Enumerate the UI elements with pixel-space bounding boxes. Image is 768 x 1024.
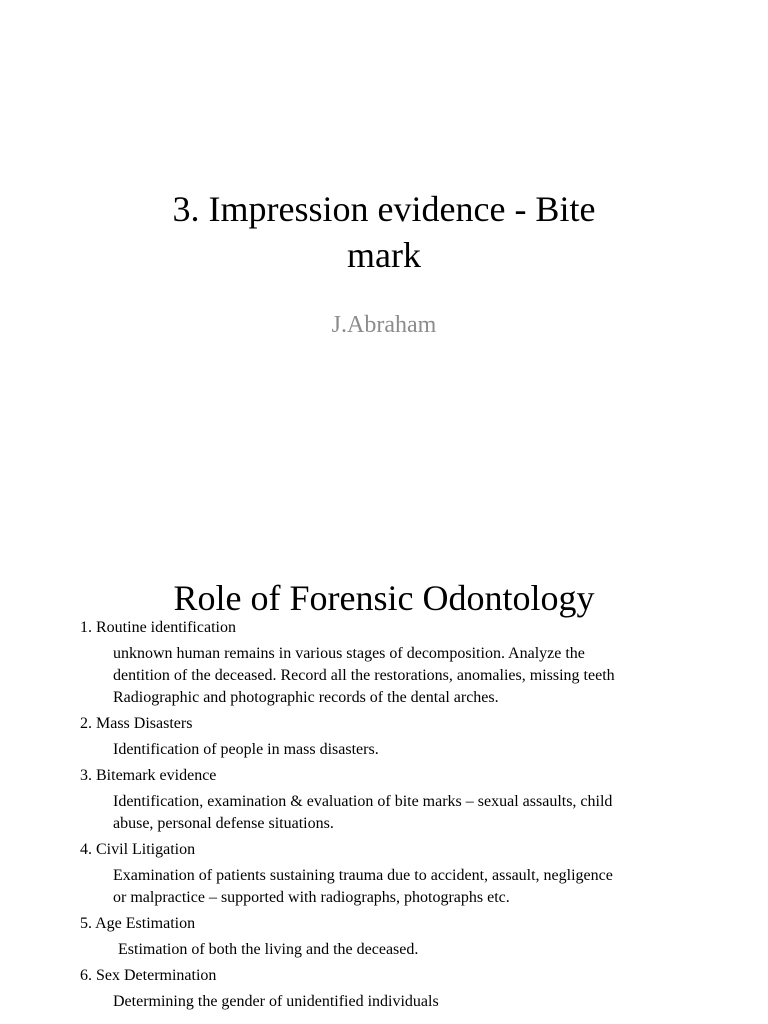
role-heading: 5. Age Estimation <box>80 915 196 932</box>
description-line: Estimation of both the living and the deceased. <box>118 941 419 958</box>
role-heading: 1. Routine identification <box>80 619 236 636</box>
list-item <box>80 765 720 835</box>
author-name: J.Abraham <box>331 312 437 338</box>
role-heading: 2. Mass Disasters <box>80 715 193 732</box>
description-line: Examination of patients sustaining trauma due to accident, assault, negligence <box>113 867 613 884</box>
role-heading: 6. Sex Determination <box>80 967 217 984</box>
description-line: abuse, personal defense situations. <box>113 815 334 832</box>
role-description <box>113 991 720 1013</box>
description-line: Determining the gender of unidentified individuals <box>113 993 439 1010</box>
title-line: 3. Impression evidence - Bite <box>172 189 596 229</box>
role-description <box>113 865 720 909</box>
role-heading: 3. Bitemark evidence <box>80 767 217 784</box>
role-description <box>118 939 720 961</box>
slide-role-of-forensic-odontology <box>0 545 768 1024</box>
role-description <box>113 643 720 709</box>
list-item <box>80 713 720 761</box>
description-line: or malpractice – supported with radiographs, photographs etc. <box>113 889 510 906</box>
role-description <box>113 791 720 835</box>
list-item <box>80 617 720 709</box>
description-line: Identification of people in mass disasters. <box>113 741 379 758</box>
roles-list <box>80 617 720 1017</box>
list-item <box>80 839 720 909</box>
role-heading: 4. Civil Litigation <box>80 841 196 858</box>
list-item <box>80 965 720 1013</box>
presentation-title <box>84 186 684 278</box>
description-line: unknown human remains in various stages of decomposition. Analyze the <box>113 645 585 662</box>
slide-heading: Role of Forensic Odontology <box>173 578 595 618</box>
list-item <box>80 913 720 961</box>
title-line: mark <box>347 235 421 275</box>
description-line: Radiographic and photographic records of the dental arches. <box>113 689 499 706</box>
description-line: dentition of the deceased. Record all the restorations, anomalies, missing teeth <box>113 667 615 684</box>
description-line: Identification, examination & evaluation of bite marks – sexual assaults, child <box>113 793 613 810</box>
role-description <box>113 739 720 761</box>
